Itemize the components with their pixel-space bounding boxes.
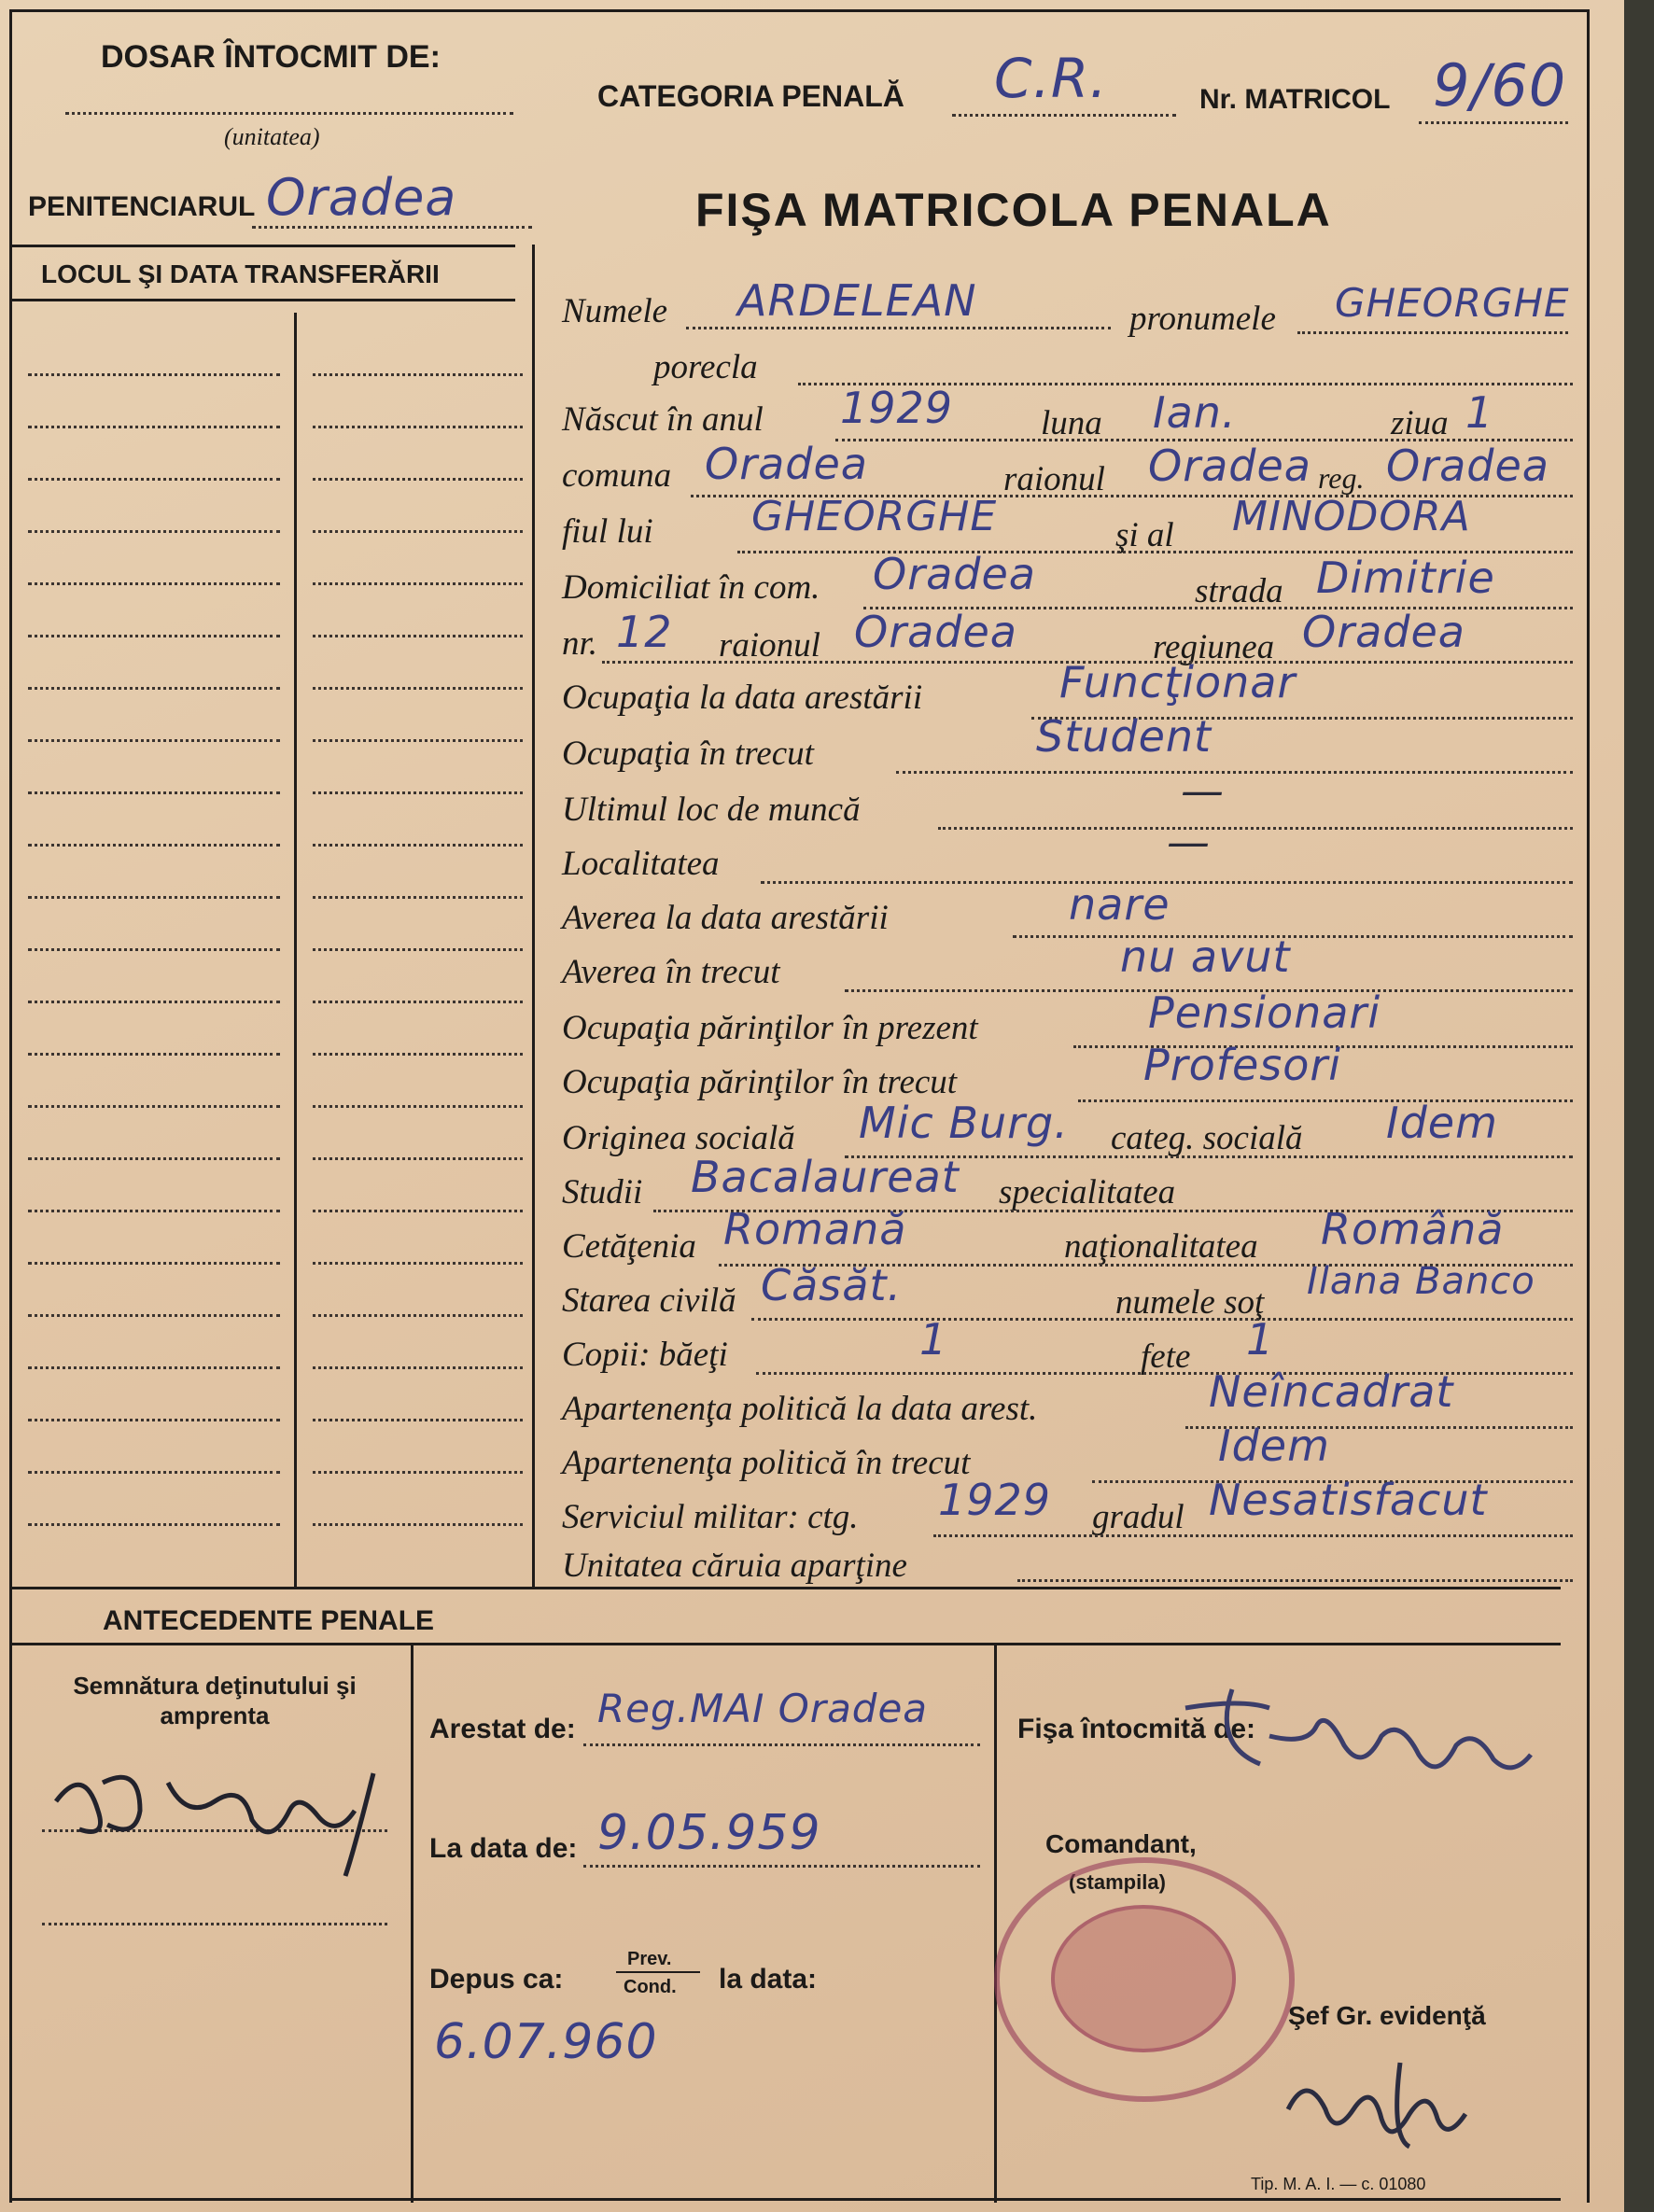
transfer-row-line (28, 1210, 280, 1212)
reg-label: reg. (1318, 461, 1365, 495)
transfer-row-line (313, 1523, 523, 1526)
semnatura-label: Semnătura deţinutului şi amprenta (73, 1672, 357, 1729)
ocup-arest-label: Ocupaţia la data arestării (562, 679, 923, 717)
nascut-label: Născut în anul (562, 400, 764, 439)
fiul-value: GHEORGHE (751, 493, 998, 540)
sot-value: Ilana Banco (1307, 1260, 1535, 1303)
frame-right (1587, 9, 1590, 2203)
semnatura-dots2 (42, 1923, 387, 1925)
bottom-div2 (994, 1643, 997, 2203)
transfer-row-line (28, 1471, 280, 1474)
specialitatea-label: specialitatea (999, 1173, 1176, 1211)
transfer-row-line (28, 1419, 280, 1421)
tip-label: Tip. M. A. I. — c. 01080 (1251, 2175, 1426, 2193)
averea-arest-value: nare (1069, 879, 1170, 930)
ultimul-label: Ultimul loc de muncă (562, 791, 861, 829)
left-bottom-line (11, 1587, 1561, 1589)
la-data-label: La data de: (429, 1833, 578, 1864)
depus-data-value: 6.07.960 (434, 2014, 658, 2070)
localitatea-label: Localitatea (562, 845, 720, 883)
transfer-row-line (28, 582, 280, 585)
dosar-dots (65, 112, 513, 115)
copii-label: Copii: băeţi (562, 1336, 728, 1374)
transfer-row-line (313, 1314, 523, 1317)
comuna-label: comuna (562, 456, 672, 495)
transfer-row-line (313, 1105, 523, 1108)
studii-value: Bacalaureat (691, 1152, 960, 1202)
categ-label: categ. socială (1111, 1119, 1303, 1157)
nationalitatea-label: naţionalitatea (1064, 1227, 1258, 1266)
categoria-label: CATEGORIA PENALĂ (597, 79, 904, 113)
transfer-row-line (28, 739, 280, 742)
transfer-row-line (28, 896, 280, 899)
transfer-row-line (28, 1523, 280, 1526)
nr-value: 12 (616, 607, 673, 657)
starea-label: Starea civilă (562, 1281, 736, 1320)
depus-label: Depus ca: (429, 1964, 564, 1995)
cetatenia-value: Romană (723, 1204, 907, 1254)
ocup-trecut-label: Ocupaţia în trecut (562, 735, 814, 773)
raionul-label: raionul (1003, 460, 1105, 498)
penitenciar-value: Oradea (266, 168, 457, 227)
numele-label: Numele (562, 292, 668, 330)
transfer-row-line (28, 530, 280, 533)
luna-label: luna (1041, 404, 1102, 442)
transfer-row-line (28, 1105, 280, 1108)
bottom-base-line (11, 2198, 1561, 2201)
studii-label: Studii (562, 1173, 643, 1211)
bottom-top-line (11, 1643, 1561, 1645)
comandant-label: Comandant, (1045, 1829, 1197, 1858)
left-col-right (532, 245, 535, 1589)
serviciul-value: 1929 (938, 1475, 1052, 1525)
matricol-label: Nr. MATRICOL (1199, 84, 1391, 115)
categoria-dots (952, 114, 1176, 117)
matricol-value: 9/60 (1433, 51, 1567, 119)
arestat-label: Arestat de: (429, 1714, 576, 1744)
left-top-line (11, 245, 515, 247)
transfer-row-line (28, 844, 280, 847)
apart-trecut-value: Idem (1218, 1421, 1330, 1471)
apart-arest-label: Apartenenţa politică la data arest. (562, 1390, 1038, 1428)
unitatea-label: (unitatea) (224, 123, 320, 150)
transfer-row-line (28, 791, 280, 794)
ocup-arest-value: Funcţionar (1059, 657, 1297, 707)
la-data-dots (583, 1865, 980, 1868)
categoria-value: C.R. (994, 47, 1108, 110)
domiciliat-value: Oradea (873, 549, 1036, 599)
originea-value: Mic Burg. (859, 1098, 1069, 1148)
fete-value: 1 (1246, 1314, 1275, 1365)
transfer-row-line (28, 426, 280, 428)
transfer-row-line (313, 948, 523, 951)
dosar-label: DOSAR ÎNTOCMIT DE: (101, 39, 441, 75)
regiunea-value: Oradea (1302, 607, 1465, 657)
transfer-row-line (313, 478, 523, 481)
transfer-row-line (313, 1471, 523, 1474)
serviciul-dots (933, 1534, 1573, 1537)
frame-top (9, 9, 1590, 12)
numele-dots (686, 327, 1111, 329)
page-title: FIŞA MATRICOLA PENALA (695, 184, 1332, 236)
transfer-row-line (28, 1366, 280, 1369)
originea-label: Originea socială (562, 1119, 795, 1157)
fisa-label: Fişa întocmită de: (1017, 1714, 1256, 1744)
ultimul-dots (938, 827, 1573, 830)
transfer-row-line (28, 1053, 280, 1056)
transfer-row-line (313, 1053, 523, 1056)
transfer-row-line (28, 1001, 280, 1003)
transfer-row-line (313, 582, 523, 585)
serviciul-label: Serviciul militar: ctg. (562, 1498, 859, 1536)
averea-arest-label: Averea la data arestării (562, 899, 889, 937)
penitenciar-dots (252, 226, 532, 229)
prev-cond-line (616, 1971, 700, 1973)
transfer-row-line (28, 478, 280, 481)
nationalitatea-value: Română (1321, 1204, 1505, 1254)
transfer-row-line (313, 1157, 523, 1160)
transfer-row-line (313, 1419, 523, 1421)
transfer-row-line (313, 844, 523, 847)
ocup-trecut-value: Student (1036, 711, 1212, 762)
unitatea-dots (1017, 1579, 1573, 1582)
nascut-value: 1929 (840, 383, 954, 433)
sef-signature (1269, 2044, 1549, 2156)
prev-label: Prev. (627, 1949, 672, 1969)
transfer-header: LOCUL ŞI DATA TRANSFERĂRII (41, 259, 440, 288)
transfer-row-line (28, 635, 280, 637)
transfer-row-line (313, 1262, 523, 1265)
averea-arest-dots (1013, 935, 1573, 938)
ocup-parinti-prezent-label: Ocupaţia părinţilor în prezent (562, 1009, 978, 1047)
pronumele-label: pronumele (1129, 300, 1276, 338)
transfer-row-line (28, 948, 280, 951)
transfer-row-line (28, 1262, 280, 1265)
prisoner-signature (37, 1717, 411, 1885)
ocup-parinti-trecut-value: Profesori (1143, 1040, 1342, 1090)
raionul-value: Oradea (1148, 441, 1311, 491)
numele-value: ARDELEAN (737, 275, 977, 326)
transfer-row-line (28, 1157, 280, 1160)
ocup-parinti-trecut-dots (1078, 1099, 1573, 1102)
frame-left (9, 9, 12, 2203)
cetatenia-label: Cetăţenia (562, 1227, 696, 1266)
si-al-label: şi al (1115, 516, 1174, 554)
ultimul-value: — (1181, 765, 1225, 816)
strada-label: strada (1195, 572, 1283, 610)
gradul-value: Nesatisfacut (1209, 1475, 1488, 1525)
transfer-row-line (313, 791, 523, 794)
si-al-value: MINODORA (1232, 493, 1471, 540)
starea-dots (751, 1318, 1573, 1321)
transfer-row-line (28, 373, 280, 376)
antecedente-label: ANTECEDENTE PENALE (103, 1605, 435, 1636)
raionul2-label: raionul (719, 626, 820, 665)
cond-label: Cond. (624, 1977, 677, 1997)
starea-value: Căsăt. (761, 1260, 903, 1310)
bottom-div1 (411, 1643, 414, 2203)
copii-value: 1 (919, 1314, 948, 1365)
averea-trecut-value: nu avut (1120, 931, 1291, 982)
localitatea-value: — (1167, 817, 1211, 867)
apart-trecut-label: Apartenenţa politică în trecut (562, 1444, 971, 1482)
pronumele-value: GHEORGHE (1335, 280, 1570, 326)
stampila-label: (stampila) (1069, 1870, 1166, 1894)
matricol-dots (1419, 121, 1568, 124)
ziua-value: 1 (1465, 387, 1494, 438)
transfer-row-line (313, 739, 523, 742)
transfer-row-line (313, 426, 523, 428)
nr-label: nr. (562, 624, 598, 663)
regiunea-label: regiunea (1153, 628, 1275, 666)
transfer-row-line (28, 1314, 280, 1317)
ocup-parinti-prezent-value: Pensionari (1148, 987, 1381, 1038)
la-data-value: 9.05.959 (597, 1805, 821, 1861)
penitenciar-label: PENITENCIARUL (28, 191, 256, 222)
transfer-row-line (313, 1001, 523, 1003)
fisa-signature (1157, 1671, 1568, 1820)
official-stamp (994, 1857, 1295, 2102)
transfer-row-line (313, 1210, 523, 1212)
categ-value: Idem (1386, 1098, 1498, 1148)
ocup-trecut-dots (896, 771, 1573, 774)
ocup-parinti-trecut-label: Ocupaţia părinţilor în trecut (562, 1063, 958, 1101)
transfer-row-line (313, 373, 523, 376)
transfer-row-line (313, 896, 523, 899)
domiciliat-label: Domiciliat în com. (562, 568, 820, 607)
strada-value: Dimitrie (1316, 553, 1495, 603)
porecla-label: porecla (653, 348, 758, 386)
pronumele-dots (1297, 331, 1568, 334)
arestat-value: Reg.MAI Oradea (597, 1686, 929, 1731)
transfer-row-line (313, 635, 523, 637)
raionul2-value: Oradea (854, 607, 1017, 657)
transfer-row-line (313, 687, 523, 690)
transfer-row-line (313, 1366, 523, 1369)
ziua-label: ziua (1391, 404, 1449, 442)
fiul-label: fiul lui (562, 512, 653, 551)
fete-label: fete (1141, 1337, 1191, 1376)
arestat-dots (583, 1743, 980, 1746)
transfer-row-line (28, 687, 280, 690)
luna-value: Ian. (1153, 387, 1237, 438)
comuna-value: Oradea (705, 439, 868, 489)
gradul-label: gradul (1092, 1498, 1184, 1536)
apart-arest-value: Neîncadrat (1209, 1366, 1454, 1417)
unitatea-apart-label: Unitatea căruia aparţine (562, 1547, 907, 1585)
depus-data-label: la data: (719, 1964, 818, 1995)
averea-trecut-label: Averea în trecut (562, 953, 780, 991)
reg-value: Oradea (1386, 441, 1549, 491)
sot-label: numele soţ (1115, 1283, 1265, 1322)
left-col-divider (294, 313, 297, 1587)
sef-label: Şef Gr. evidenţă (1288, 2001, 1486, 2030)
left-header-line (11, 299, 515, 301)
transfer-row-line (313, 530, 523, 533)
